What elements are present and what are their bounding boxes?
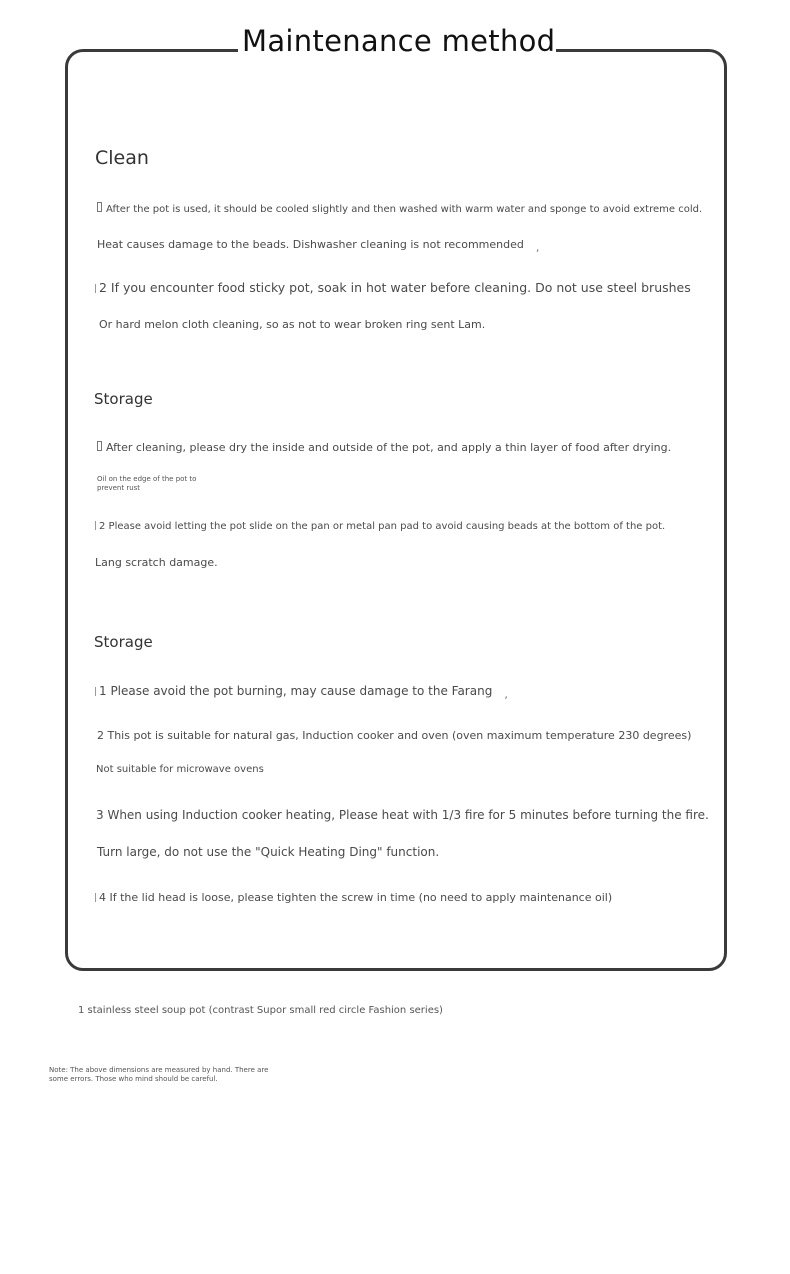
usage-line-4: 3 When using Induction cooker heating, Please heat with 1/3 fire for 5 minutes before turning the fire.: [96, 808, 709, 822]
storage-line-2: Oil on the edge of the pot to prevent rust: [97, 475, 197, 492]
clean-line-4: Or hard melon cloth cleaning, so as not to wear broken ring sent Lam.: [99, 318, 486, 331]
bullet-tick-icon: [95, 284, 96, 293]
bullet-tick-icon: [95, 893, 96, 902]
clean-line-3: [95, 280, 691, 295]
clean-line-2: [97, 238, 539, 254]
bullet-box-icon: [97, 441, 102, 451]
clean-line-2-text: Heat causes damage to the beads. Dishwasher cleaning is not recommended: [97, 238, 524, 251]
storage-line-1: [97, 441, 671, 454]
bullet-tick-icon: [95, 521, 96, 530]
section-heading-clean: Clean: [95, 147, 149, 169]
usage-line-1: [95, 684, 508, 701]
bullet-tick-icon: [95, 687, 96, 696]
clean-line-1-text: After the pot is used, it should be cooled slightly and then washed with warm water and sponge to avoid extreme cold.: [106, 204, 703, 215]
maintenance-frame: [65, 49, 727, 971]
usage-line-1-text: 1 Please avoid the pot burning, may cause damage to the Farang: [99, 684, 493, 698]
usage-line-3: Not suitable for microwave ovens: [96, 764, 264, 775]
measurement-note: Note: The above dimensions are measured by hand. There are some errors. Those who mind should be careful.: [49, 1066, 269, 1083]
storage-line-3: [95, 521, 665, 532]
stray-comma: ,: [535, 241, 540, 254]
clean-line-1: [97, 202, 702, 215]
usage-line-6-text: 4 If the lid head is loose, please tighten the screw in time (no need to apply maintenance oil): [99, 891, 613, 904]
clean-line-3-text: 2 If you encounter food sticky pot, soak in hot water before cleaning. Do not use steel brushes: [99, 280, 691, 295]
storage-line-3-text: 2 Please avoid letting the pot slide on the pan or metal pan pad to avoid causing beads at the bottom of the pot.: [99, 521, 666, 532]
section-heading-storage-1: Storage: [94, 390, 153, 408]
bullet-box-icon: [97, 202, 102, 212]
stray-comma: ,: [504, 688, 508, 701]
usage-line-2: 2 This pot is suitable for natural gas, Induction cooker and oven (oven maximum temperature 230 degrees): [97, 729, 692, 742]
section-heading-storage-2: Storage: [94, 633, 153, 651]
storage-line-4: Lang scratch damage.: [95, 556, 218, 569]
usage-line-6: [95, 891, 612, 904]
storage-line-1-text: After cleaning, please dry the inside and outside of the pot, and apply a thin layer of food after drying.: [106, 441, 672, 454]
page-title: Maintenance method: [242, 24, 556, 58]
product-line-caption: 1 stainless steel soup pot (contrast Supor small red circle Fashion series): [78, 1005, 443, 1016]
usage-line-5: Turn large, do not use the "Quick Heating Ding" function.: [97, 845, 440, 859]
